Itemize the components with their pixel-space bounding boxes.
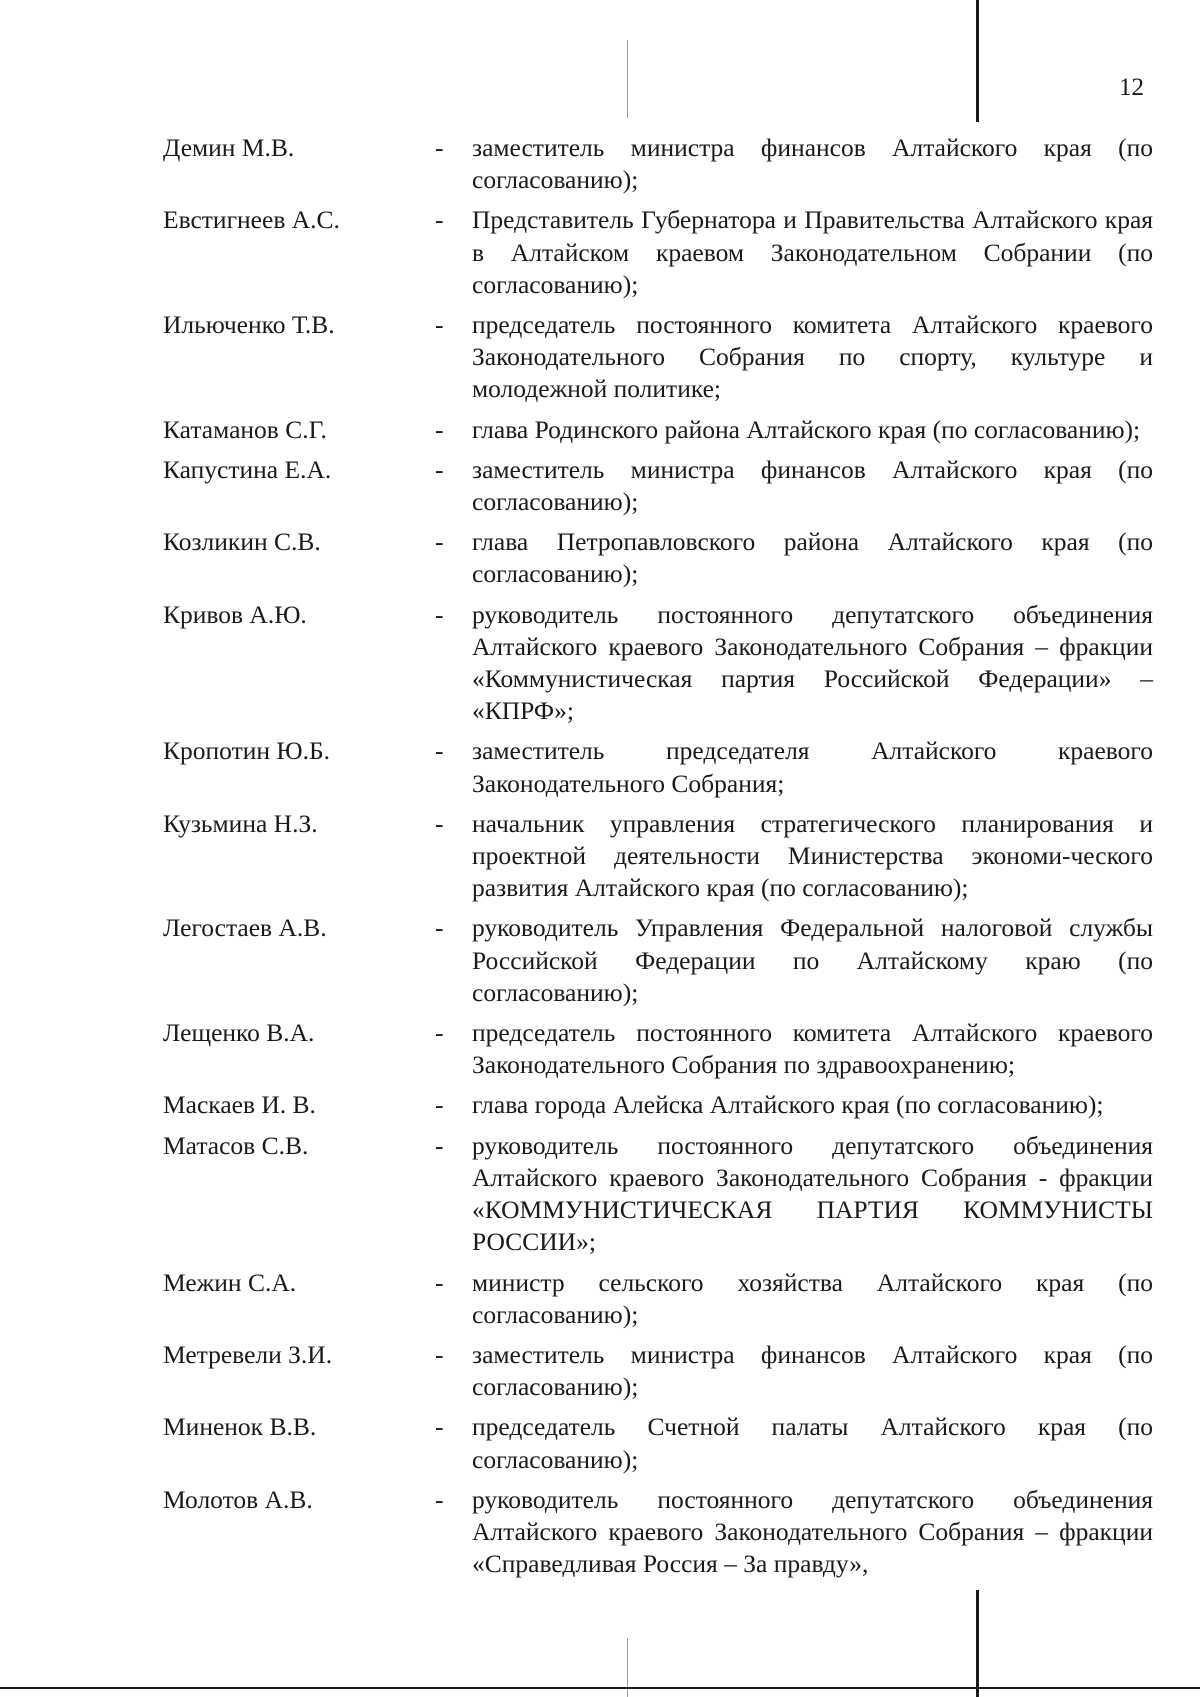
page-number: 12	[1119, 74, 1144, 101]
member-name: Козликин С.В.	[163, 527, 321, 557]
member-name: Катаманов С.Г.	[163, 414, 327, 444]
member-name: Межин С.А.	[163, 1267, 297, 1297]
dash: -	[435, 310, 444, 340]
dash: -	[435, 1412, 444, 1442]
scan-mark-top	[976, 0, 979, 122]
list-item	[163, 1339, 1153, 1403]
scan-mark-top-thin	[627, 40, 628, 118]
list-item	[163, 1267, 1153, 1331]
dash: -	[435, 808, 444, 838]
dash: -	[435, 1267, 444, 1297]
member-position: министр сельского хозяйства Алтайского края (по согласованию);	[472, 1267, 1153, 1329]
dash: -	[435, 1484, 444, 1514]
list-item	[163, 808, 1153, 905]
member-name: Кропотин Ю.Б.	[163, 736, 330, 766]
member-position: Представитель Губернатора и Правительства Алтайского края в Алтайском краевом Законодательном Собрании (по согласованию);	[472, 205, 1153, 299]
member-name: Евстигнеев А.С.	[163, 205, 340, 235]
dash: -	[435, 527, 444, 557]
member-name: Демин М.В.	[163, 133, 295, 162]
list-item	[163, 454, 1153, 518]
dash: -	[435, 1339, 444, 1369]
dash: -	[435, 133, 444, 162]
dash: -	[435, 414, 444, 444]
list-item	[163, 204, 1153, 301]
member-position: руководитель Управления Федеральной налоговой службы Российской Федерации по Алтайскому краю (по согласованию);	[472, 913, 1153, 1007]
member-name: Ильюченко Т.В.	[163, 310, 335, 340]
member-position: председатель постоянного комитета Алтайского краевого Законодательного Собрания по спорту, культуре и молодежной политике;	[472, 310, 1153, 404]
member-position: глава Родинского района Алтайского края (по согласованию);	[472, 414, 1141, 444]
member-name: Кузьмина Н.З.	[163, 808, 318, 838]
list-item	[163, 526, 1153, 590]
member-position: председатель Счетной палаты Алтайского края (по согласованию);	[472, 1412, 1153, 1474]
member-position: заместитель министра финансов Алтайского края (по согласованию);	[472, 1339, 1153, 1402]
list-item	[163, 1089, 1153, 1121]
member-list	[163, 132, 1153, 1580]
member-name: Молотов А.В.	[163, 1484, 313, 1514]
dash: -	[435, 1090, 444, 1120]
member-name: Кривов А.Ю.	[163, 599, 307, 629]
list-item	[163, 132, 1153, 196]
scan-edge-bottom	[0, 1687, 1200, 1689]
member-position: руководитель постоянного депутатского объединения Алтайского краевого Законодательного Собрания - фракции «КОММУНИСТИЧЕСКАЯ ПАРТИЯ КОММУНИСТЫ РОССИИ»;	[472, 1130, 1153, 1257]
member-name: Капустина Е.А.	[163, 454, 332, 484]
member-name: Лещенко В.А.	[163, 1018, 315, 1048]
member-name: Метревели З.И.	[163, 1339, 333, 1369]
list-item	[163, 735, 1153, 799]
member-position: глава Петропавловского района Алтайского края (по согласованию);	[472, 527, 1153, 589]
list-item	[163, 1484, 1153, 1581]
dash: -	[435, 1018, 444, 1048]
dash: -	[435, 599, 444, 629]
member-position: заместитель председателя Алтайского краевого Законодательного Собрания;	[472, 736, 1153, 798]
member-name: Маскаев И. В.	[163, 1090, 316, 1120]
member-position: руководитель постоянного депутатского объединения Алтайского краевого Законодательного Собрания – фракции «Справедливая Россия – За правду»,	[472, 1484, 1153, 1579]
dash: -	[435, 736, 444, 766]
member-name: Миненок В.В.	[163, 1412, 317, 1442]
member-position: глава города Алейска Алтайского края (по согласованию);	[472, 1090, 1104, 1120]
member-name: Легостаев А.В.	[163, 913, 327, 943]
dash: -	[435, 205, 444, 235]
list-item	[163, 1017, 1153, 1081]
dash: -	[435, 454, 444, 484]
member-position: начальник управления стратегического планирования и проектной деятельности Министерства экономи-ческого развития Алтайского края (по согласованию);	[472, 808, 1153, 903]
member-name: Матасов С.В.	[163, 1130, 309, 1160]
member-position: заместитель министра финансов Алтайского края (по согласованию);	[472, 454, 1153, 517]
list-item	[163, 309, 1153, 406]
list-item	[163, 912, 1153, 1009]
list-item	[163, 1411, 1153, 1475]
member-position: председатель постоянного комитета Алтайского краевого Законодательного Собрания по здравоохранению;	[472, 1018, 1153, 1080]
list-item	[163, 1130, 1153, 1259]
member-position: заместитель министра финансов Алтайского края (по согласованию);	[472, 133, 1153, 195]
list-item	[163, 599, 1153, 728]
scan-mark-bottom	[976, 1590, 979, 1697]
dash: -	[435, 913, 444, 943]
member-position: руководитель постоянного депутатского объединения Алтайского краевого Законодательного Собрания – фракции «Коммунистическая партия Российской Федерации» – «КПРФ»;	[472, 599, 1153, 726]
list-item	[163, 414, 1153, 446]
dash: -	[435, 1130, 444, 1160]
